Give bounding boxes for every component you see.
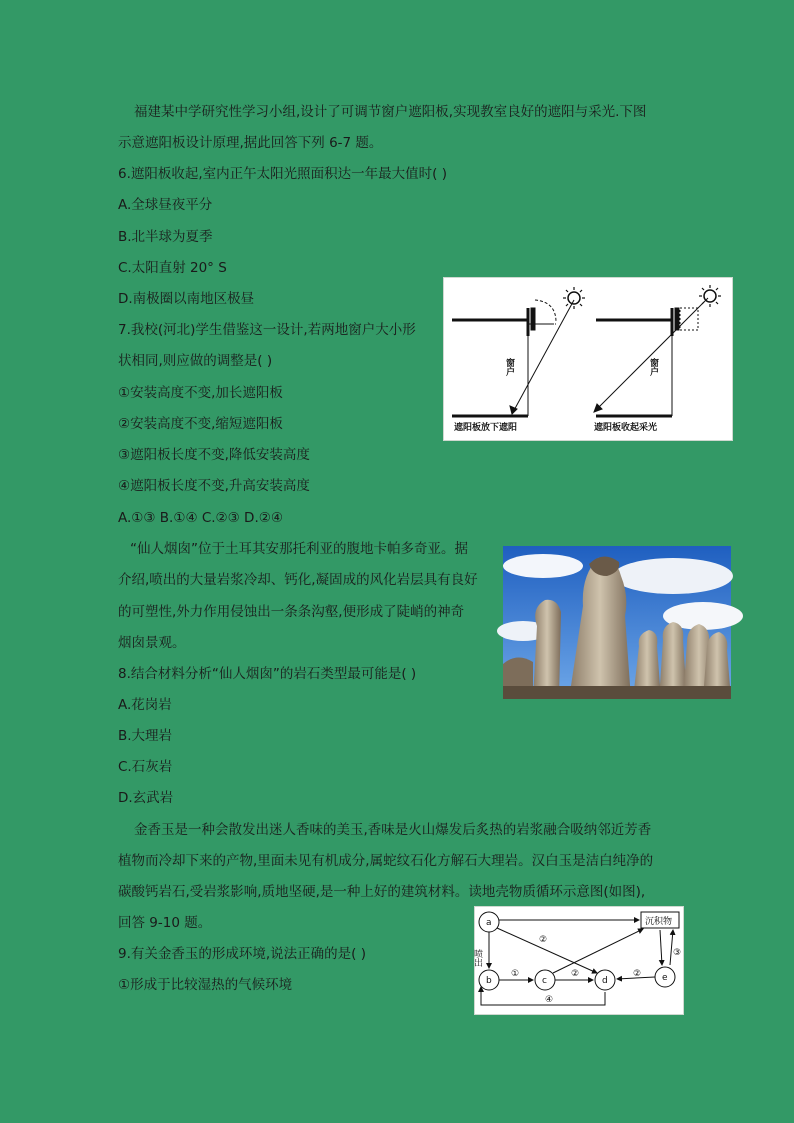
q8-option-c: C.石灰岩: [118, 759, 173, 775]
intro3-line1: 金香玉是一种会散发出迷人香味的美玉,香味是火山爆发后炙热的岩浆融合吸纳邻近芳香: [134, 822, 652, 838]
q6-option-a: A.全球昼夜平分: [118, 197, 213, 213]
eruption-label: 喷出: [472, 949, 482, 967]
intro3-line2: 植物而冷却下来的产物,里面未见有机成分,属蛇纹石化方解石大理岩。汉白玉是洁白纯净的: [118, 853, 654, 869]
shade-board-figure: [443, 277, 733, 441]
q7-option-4: ④遮阳板长度不变,升高安装高度: [118, 478, 310, 494]
rock-cycle-diagram: [472, 907, 683, 1014]
caption-board-raised: 遮阳板收起采光: [594, 423, 658, 433]
q6-option-b: B.北半球为夏季: [118, 229, 213, 245]
node-d-label: d: [602, 976, 608, 986]
q8-option-a: A.花岗岩: [118, 697, 172, 713]
q8-option-b: B.大理岩: [118, 728, 173, 744]
q8-stem: 8.结合材料分析“仙人烟囱”的岩石类型最可能是( ): [118, 666, 417, 682]
q7-option-3: ③遮阳板长度不变,降低安装高度: [118, 447, 310, 463]
q9-stem: 9.有关金香玉的形成环境,说法正确的是( ): [118, 946, 366, 962]
q7-option-2: ②安装高度不变,缩短遮阳板: [118, 416, 283, 432]
intro2-line1: “仙人烟囱”位于土耳其安那托利亚的腹地卡帕多奇亚。据: [130, 541, 468, 557]
q6-option-d: D.南极圈以南地区极昼: [118, 291, 255, 307]
sediment-label: 沉积物: [645, 917, 673, 927]
intro2-line3: 的可塑性,外力作用侵蚀出一条条沟壑,便形成了陡峭的神奇: [118, 604, 465, 620]
q7-option-1: ①安装高度不变,加长遮阳板: [118, 385, 283, 401]
intro1-line2: 示意遮阳板设计原理,据此回答下列 6-7 题。: [118, 135, 383, 151]
window-label-left: 窗户: [504, 358, 514, 376]
intro2-line4: 烟囱景观。: [118, 635, 186, 651]
intro3-line4: 回答 9-10 题。: [118, 915, 212, 931]
arrow-label-2-right: ②: [633, 969, 642, 979]
q7-stem-line1: 7.我校(河北)学生借鉴这一设计,若两地窗户大小形: [118, 322, 416, 338]
rock-cycle-figure: [474, 906, 684, 1015]
node-a-label: a: [486, 918, 492, 928]
shade-board-diagram: [444, 278, 732, 440]
q6-option-c: C.太阳直射 20° S: [118, 260, 227, 276]
q8-option-d: D.玄武岩: [118, 790, 174, 806]
q9-option-1: ①形成于比较湿热的气候环境: [118, 977, 293, 993]
node-c-label: c: [542, 976, 547, 986]
arrow-label-1: ①: [511, 969, 520, 979]
arrow-label-3: ③: [673, 948, 682, 958]
arrow-label-4: ④: [545, 995, 554, 1005]
q6-stem: 6.遮阳板收起,室内正午太阳光照面积达一年最大值时( ): [118, 166, 447, 182]
node-e-label: e: [662, 973, 668, 983]
caption-board-lowered: 遮阳板放下遮阳: [454, 423, 518, 433]
arrow-label-2-top: ②: [539, 935, 548, 945]
fairy-chimney-photo: [503, 546, 731, 699]
arrow-label-2-mid: ②: [571, 969, 580, 979]
q7-stem-line2: 状相同,则应做的调整是( ): [118, 353, 273, 369]
intro2-line2: 介绍,喷出的大量岩浆冷却、钙化,凝固成的风化岩层具有良好: [118, 572, 478, 588]
q7-choices: A.①③ B.①④ C.②③ D.②④: [118, 510, 283, 526]
intro3-line3: 碳酸钙岩石,受岩浆影响,质地坚硬,是一种上好的建筑材料。读地壳物质循环示意图(如图),: [118, 884, 646, 900]
node-b-label: b: [486, 976, 492, 986]
window-label-right: 窗户: [648, 358, 658, 376]
intro1-line1: 福建某中学研究性学习小组,设计了可调节窗户遮阳板,实现教室良好的遮阳与采光.下图: [134, 104, 647, 120]
